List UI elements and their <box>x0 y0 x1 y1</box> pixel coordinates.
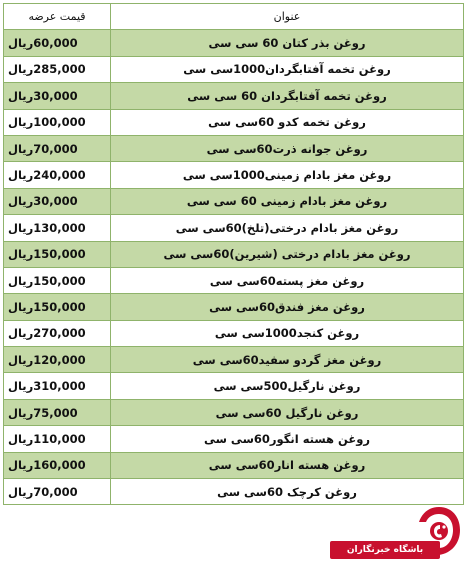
row-price: 285,000ریال <box>4 56 111 82</box>
watermark-logo <box>330 505 464 559</box>
row-price: 120,000ریال <box>4 347 111 373</box>
row-title: روغن مغز پسته60سی سی <box>111 267 464 293</box>
row-title: روغن کرچک 60سی سی <box>111 479 464 505</box>
table-header-row <box>4 4 464 30</box>
table-row <box>4 188 464 214</box>
row-price: 130,000ریال <box>4 215 111 241</box>
table-row <box>4 267 464 293</box>
table-row <box>4 452 464 478</box>
row-price: 70,000ریال <box>4 479 111 505</box>
watermark-badge-icon <box>416 505 462 557</box>
row-title: روغن کنجد1000سی سی <box>111 320 464 346</box>
table-row <box>4 347 464 373</box>
row-price: 110,000ریال <box>4 426 111 452</box>
table-row <box>4 30 464 56</box>
watermark-text: باشگاه خبرنگاران <box>330 541 440 559</box>
table-row <box>4 479 464 505</box>
row-price: 30,000ریال <box>4 83 111 109</box>
table-row <box>4 399 464 425</box>
price-table <box>3 3 464 505</box>
row-price: 70,000ریال <box>4 135 111 161</box>
header-title: عنوان <box>111 4 464 30</box>
row-title: روغن هسته انگور60سی سی <box>111 426 464 452</box>
row-title: روغن تخمه آفتابگردان 60 سی سی <box>111 83 464 109</box>
table-row <box>4 241 464 267</box>
row-title: روغن تخمه کدو 60سی سی <box>111 109 464 135</box>
table-body <box>4 30 464 505</box>
row-price: 310,000ریال <box>4 373 111 399</box>
row-price: 160,000ریال <box>4 452 111 478</box>
row-title: روغن نارگیل500سی سی <box>111 373 464 399</box>
table-row <box>4 135 464 161</box>
row-title: روغن مغز بادام درختی(تلخ)60سی سی <box>111 215 464 241</box>
row-title: روغن مغز بادام زمینی1000سی سی <box>111 162 464 188</box>
row-price: 240,000ریال <box>4 162 111 188</box>
row-price: 150,000ریال <box>4 267 111 293</box>
row-price: 60,000ریال <box>4 30 111 56</box>
row-title: روغن مغز گردو سفید60سی سی <box>111 347 464 373</box>
row-title: روغن جوانه ذرت60سی سی <box>111 135 464 161</box>
row-title: روغن نارگیل 60سی سی <box>111 399 464 425</box>
table-row <box>4 215 464 241</box>
row-price: 150,000ریال <box>4 294 111 320</box>
row-title: روغن مغز فندق60سی سی <box>111 294 464 320</box>
row-price: 100,000ریال <box>4 109 111 135</box>
row-price: 30,000ریال <box>4 188 111 214</box>
table-row <box>4 373 464 399</box>
row-price: 270,000ریال <box>4 320 111 346</box>
header-price: قیمت عرضه <box>4 4 111 30</box>
table-row <box>4 294 464 320</box>
table-row <box>4 320 464 346</box>
table-row <box>4 109 464 135</box>
table-row <box>4 83 464 109</box>
row-price: 150,000ریال <box>4 241 111 267</box>
table-row <box>4 426 464 452</box>
row-title: روغن بذر کتان 60 سی سی <box>111 30 464 56</box>
table-row <box>4 162 464 188</box>
row-title: روغن هسته انار60سی سی <box>111 452 464 478</box>
row-title: روغن تخمه آفتابگردان1000سی سی <box>111 56 464 82</box>
row-price: 75,000ریال <box>4 399 111 425</box>
row-title: روغن مغز بادام درختی (شیرین)60سی سی <box>111 241 464 267</box>
table-row <box>4 56 464 82</box>
row-title: روغن مغز بادام زمینی 60 سی سی <box>111 188 464 214</box>
